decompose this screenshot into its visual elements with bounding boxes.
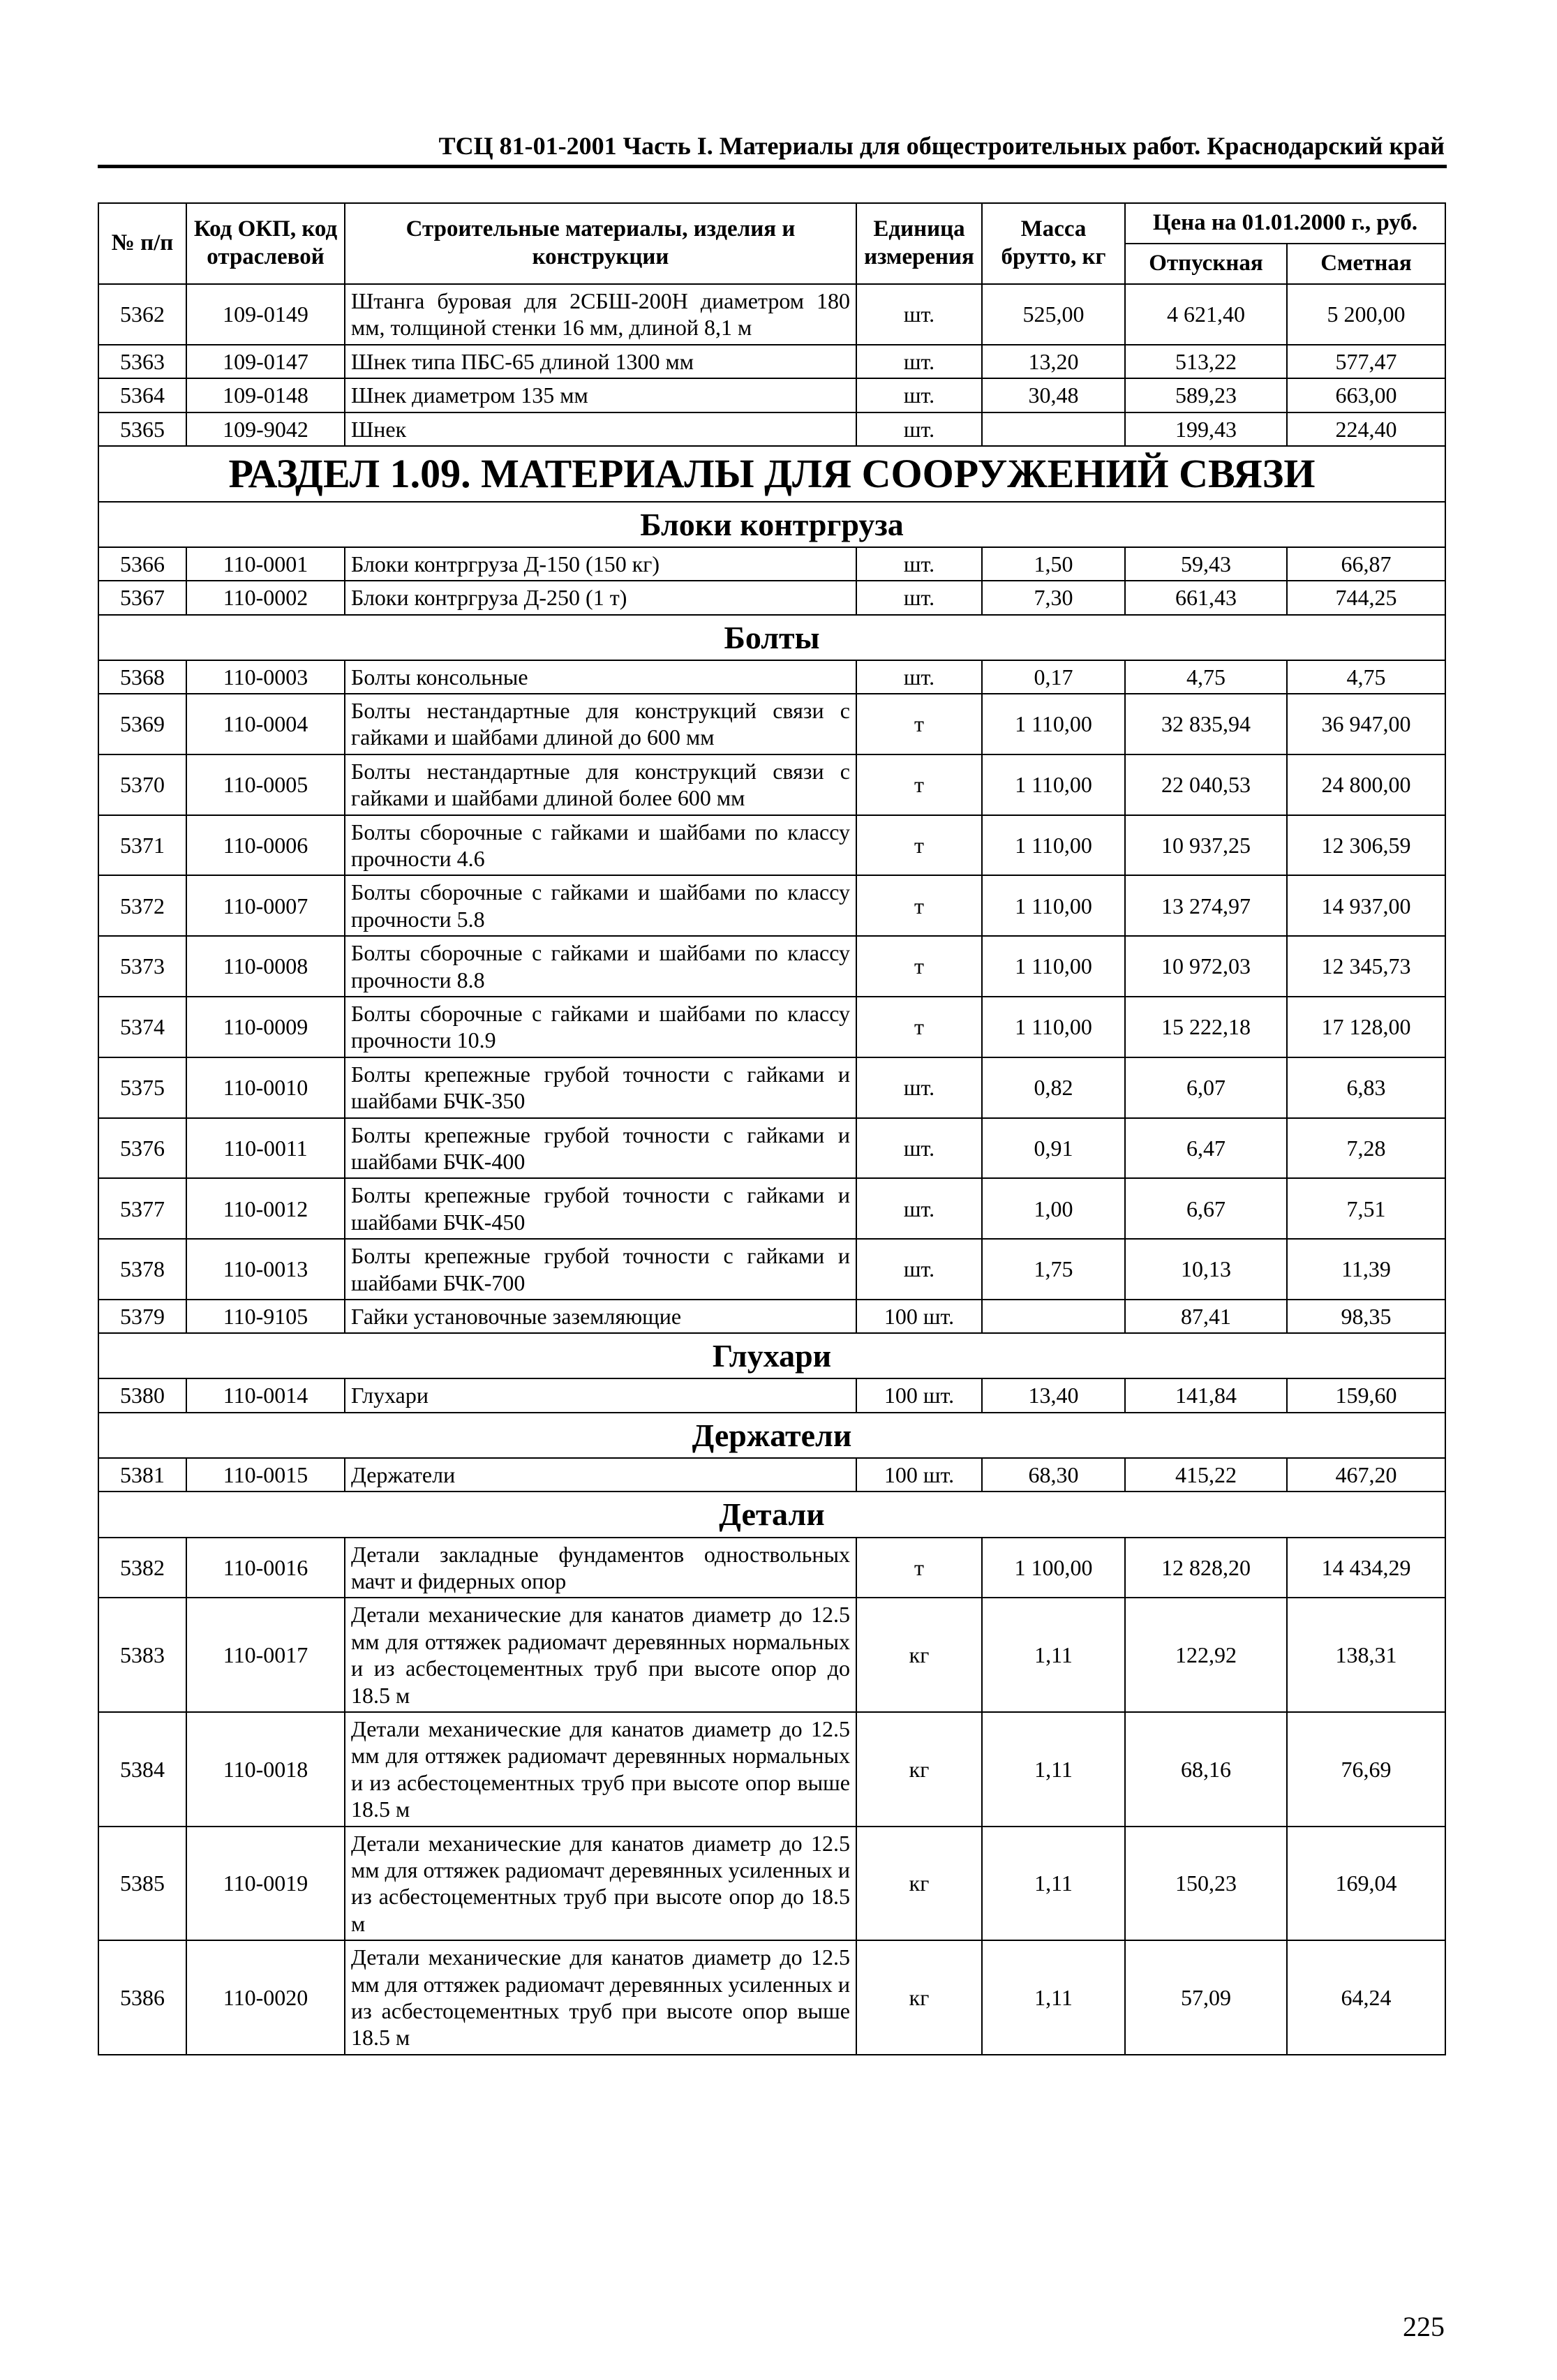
gross-mass-cell: 1 100,00 — [982, 1538, 1125, 1598]
table-row — [98, 694, 1445, 754]
unit-of-measure-cell: шт. — [856, 581, 982, 614]
gross-mass-cell: 1,11 — [982, 1940, 1125, 2055]
row-number-cell: 5369 — [98, 694, 186, 754]
release-price-cell: 68,16 — [1125, 1712, 1287, 1827]
material-name-cell: Болты консольные — [345, 660, 856, 694]
release-price-cell: 6,07 — [1125, 1057, 1287, 1118]
release-price-cell: 12 828,20 — [1125, 1538, 1287, 1598]
table-row — [98, 1827, 1445, 1941]
okp-code-cell: 110-0009 — [186, 997, 345, 1057]
row-number-cell: 5376 — [98, 1118, 186, 1179]
row-number-cell: 5368 — [98, 660, 186, 694]
col-header-num: № п/п — [98, 203, 186, 284]
estimate-price-cell: 12 345,73 — [1287, 936, 1445, 997]
okp-code-cell: 110-0016 — [186, 1538, 345, 1598]
table-row — [98, 815, 1445, 876]
table-row — [98, 997, 1445, 1057]
material-name-cell: Болты сборочные с гайками и шайбами по классу прочности 8.8 — [345, 936, 856, 997]
okp-code-cell: 110-0004 — [186, 694, 345, 754]
col-header-unit: Единица измерения — [856, 203, 982, 284]
release-price-cell: 10,13 — [1125, 1239, 1287, 1300]
gross-mass-cell: 1,50 — [982, 547, 1125, 581]
unit-of-measure-cell: т — [856, 997, 982, 1057]
okp-code-cell: 110-0020 — [186, 1940, 345, 2055]
row-number-cell: 5378 — [98, 1239, 186, 1300]
row-number-cell: 5373 — [98, 936, 186, 997]
unit-of-measure-cell: т — [856, 875, 982, 936]
release-price-cell: 415,22 — [1125, 1458, 1287, 1492]
unit-of-measure-cell: т — [856, 754, 982, 815]
table-row — [98, 1598, 1445, 1712]
release-price-cell: 141,84 — [1125, 1378, 1287, 1412]
estimate-price-cell: 138,31 — [1287, 1598, 1445, 1712]
material-name-cell: Блоки контргруза Д-250 (1 т) — [345, 581, 856, 614]
estimate-price-cell: 4,75 — [1287, 660, 1445, 694]
unit-of-measure-cell: кг — [856, 1827, 982, 1941]
row-number-cell: 5381 — [98, 1458, 186, 1492]
release-price-cell: 15 222,18 — [1125, 997, 1287, 1057]
okp-code-cell: 110-0011 — [186, 1118, 345, 1179]
estimate-price-cell: 11,39 — [1287, 1239, 1445, 1300]
release-price-cell: 6,47 — [1125, 1118, 1287, 1179]
release-price-cell: 59,43 — [1125, 547, 1287, 581]
gross-mass-cell: 1 110,00 — [982, 815, 1125, 876]
okp-code-cell: 109-0147 — [186, 345, 345, 378]
estimate-price-cell: 663,00 — [1287, 378, 1445, 412]
material-name-cell: Болты сборочные с гайками и шайбами по классу прочности 10.9 — [345, 997, 856, 1057]
row-number-cell: 5377 — [98, 1178, 186, 1239]
table-row — [98, 1118, 1445, 1179]
estimate-price-cell: 744,25 — [1287, 581, 1445, 614]
group-title: Болты — [98, 615, 1445, 660]
okp-code-cell: 110-0007 — [186, 875, 345, 936]
release-price-cell: 10 972,03 — [1125, 936, 1287, 997]
gross-mass-cell: 1 110,00 — [982, 936, 1125, 997]
okp-code-cell: 110-0003 — [186, 660, 345, 694]
material-name-cell: Держатели — [345, 1458, 856, 1492]
row-number-cell: 5383 — [98, 1598, 186, 1712]
unit-of-measure-cell: т — [856, 815, 982, 876]
material-name-cell: Детали механические для канатов диаметр до 12.5 мм для оттяжек радиомачт деревянных усиленных и из асбестоцементных труб при высоте опор до 18.5 м — [345, 1827, 856, 1941]
material-name-cell: Шнек — [345, 412, 856, 446]
group-heading-row — [98, 615, 1445, 660]
table-row — [98, 1057, 1445, 1118]
okp-code-cell: 110-0006 — [186, 815, 345, 876]
unit-of-measure-cell: шт. — [856, 284, 982, 345]
gross-mass-cell: 7,30 — [982, 581, 1125, 614]
section-title: РАЗДЕЛ 1.09. МАТЕРИАЛЫ ДЛЯ СООРУЖЕНИЙ СВЯЗИ — [98, 446, 1445, 502]
okp-code-cell: 110-0013 — [186, 1239, 345, 1300]
gross-mass-cell: 1,11 — [982, 1598, 1125, 1712]
table-row — [98, 875, 1445, 936]
estimate-price-cell: 14 937,00 — [1287, 875, 1445, 936]
release-price-cell: 10 937,25 — [1125, 815, 1287, 876]
col-header-price-group: Цена на 01.01.2000 г., руб. — [1125, 203, 1445, 244]
section-heading-row — [98, 446, 1445, 502]
row-number-cell: 5384 — [98, 1712, 186, 1827]
group-heading-row — [98, 1333, 1445, 1378]
release-price-cell: 32 835,94 — [1125, 694, 1287, 754]
group-title: Держатели — [98, 1413, 1445, 1458]
estimate-price-cell: 6,83 — [1287, 1057, 1445, 1118]
unit-of-measure-cell: шт. — [856, 547, 982, 581]
unit-of-measure-cell: шт. — [856, 1239, 982, 1300]
group-title: Детали — [98, 1492, 1445, 1537]
table-row — [98, 754, 1445, 815]
row-number-cell: 5370 — [98, 754, 186, 815]
estimate-price-cell: 36 947,00 — [1287, 694, 1445, 754]
material-name-cell: Болты сборочные с гайками и шайбами по классу прочности 5.8 — [345, 875, 856, 936]
estimate-price-cell: 24 800,00 — [1287, 754, 1445, 815]
table-row — [98, 1239, 1445, 1300]
release-price-cell: 13 274,97 — [1125, 875, 1287, 936]
gross-mass-cell: 1,75 — [982, 1239, 1125, 1300]
price-table — [98, 202, 1446, 2055]
col-header-price-release: Отпускная — [1125, 244, 1287, 284]
release-price-cell: 4 621,40 — [1125, 284, 1287, 345]
row-number-cell: 5385 — [98, 1827, 186, 1941]
gross-mass-cell: 13,20 — [982, 345, 1125, 378]
row-number-cell: 5371 — [98, 815, 186, 876]
table-row — [98, 581, 1445, 614]
unit-of-measure-cell: шт. — [856, 1178, 982, 1239]
row-number-cell: 5380 — [98, 1378, 186, 1412]
group-heading-row — [98, 1413, 1445, 1458]
unit-of-measure-cell: шт. — [856, 1118, 982, 1179]
table-body — [98, 284, 1445, 2055]
unit-of-measure-cell: т — [856, 694, 982, 754]
header-rule — [98, 165, 1447, 168]
material-name-cell: Болты крепежные грубой точности с гайками и шайбами БЧК-350 — [345, 1057, 856, 1118]
material-name-cell: Шнек диаметром 135 мм — [345, 378, 856, 412]
estimate-price-cell: 76,69 — [1287, 1712, 1445, 1827]
gross-mass-cell: 0,82 — [982, 1057, 1125, 1118]
col-header-code: Код ОКП, код отраслевой — [186, 203, 345, 284]
material-name-cell: Блоки контргруза Д-150 (150 кг) — [345, 547, 856, 581]
release-price-cell: 150,23 — [1125, 1827, 1287, 1941]
group-title: Глухари — [98, 1333, 1445, 1378]
gross-mass-cell — [982, 412, 1125, 446]
okp-code-cell: 110-9105 — [186, 1300, 345, 1333]
gross-mass-cell: 1,00 — [982, 1178, 1125, 1239]
material-name-cell: Болты нестандартные для конструкций связи с гайками и шайбами длиной до 600 мм — [345, 694, 856, 754]
row-number-cell: 5375 — [98, 1057, 186, 1118]
table-row — [98, 660, 1445, 694]
okp-code-cell: 110-0018 — [186, 1712, 345, 1827]
table-row — [98, 284, 1445, 345]
table-row — [98, 936, 1445, 997]
unit-of-measure-cell: шт. — [856, 412, 982, 446]
gross-mass-cell: 30,48 — [982, 378, 1125, 412]
material-name-cell: Болты крепежные грубой точности с гайками и шайбами БЧК-700 — [345, 1239, 856, 1300]
gross-mass-cell: 525,00 — [982, 284, 1125, 345]
release-price-cell: 57,09 — [1125, 1940, 1287, 2055]
estimate-price-cell: 577,47 — [1287, 345, 1445, 378]
col-header-mass: Масса брутто, кг — [982, 203, 1125, 284]
material-name-cell: Гайки установочные заземляющие — [345, 1300, 856, 1333]
table-row — [98, 1940, 1445, 2055]
material-name-cell: Болты крепежные грубой точности с гайками и шайбами БЧК-400 — [345, 1118, 856, 1179]
unit-of-measure-cell: кг — [856, 1712, 982, 1827]
table-row — [98, 412, 1445, 446]
row-number-cell: 5372 — [98, 875, 186, 936]
material-name-cell: Детали механические для канатов диаметр до 12.5 мм для оттяжек радиомачт деревянных усиленных и из асбестоцементных труб при высоте опор выше 18.5 м — [345, 1940, 856, 2055]
row-number-cell: 5365 — [98, 412, 186, 446]
group-heading-row — [98, 502, 1445, 547]
release-price-cell: 589,23 — [1125, 378, 1287, 412]
material-name-cell: Болты сборочные с гайками и шайбами по классу прочности 4.6 — [345, 815, 856, 876]
gross-mass-cell: 1 110,00 — [982, 997, 1125, 1057]
unit-of-measure-cell: т — [856, 936, 982, 997]
col-header-name: Строительные материалы, изделия и конструкции — [345, 203, 856, 284]
release-price-cell: 87,41 — [1125, 1300, 1287, 1333]
release-price-cell: 122,92 — [1125, 1598, 1287, 1712]
unit-of-measure-cell: т — [856, 1538, 982, 1598]
okp-code-cell: 109-0149 — [186, 284, 345, 345]
unit-of-measure-cell: шт. — [856, 345, 982, 378]
table-row — [98, 1712, 1445, 1827]
okp-code-cell: 110-0001 — [186, 547, 345, 581]
gross-mass-cell: 13,40 — [982, 1378, 1125, 1412]
gross-mass-cell: 0,17 — [982, 660, 1125, 694]
release-price-cell: 513,22 — [1125, 345, 1287, 378]
material-name-cell: Шнек типа ПБС-65 длиной 1300 мм — [345, 345, 856, 378]
estimate-price-cell: 14 434,29 — [1287, 1538, 1445, 1598]
material-name-cell: Штанга буровая для 2СБШ-200Н диаметром 180 мм, толщиной стенки 16 мм, длиной 8,1 м — [345, 284, 856, 345]
table-row — [98, 1378, 1445, 1412]
unit-of-measure-cell: 100 шт. — [856, 1458, 982, 1492]
unit-of-measure-cell: кг — [856, 1598, 982, 1712]
gross-mass-cell — [982, 1300, 1125, 1333]
gross-mass-cell: 1 110,00 — [982, 875, 1125, 936]
okp-code-cell: 110-0017 — [186, 1598, 345, 1712]
material-name-cell: Болты крепежные грубой точности с гайками и шайбами БЧК-450 — [345, 1178, 856, 1239]
row-number-cell: 5362 — [98, 284, 186, 345]
gross-mass-cell: 68,30 — [982, 1458, 1125, 1492]
row-number-cell: 5364 — [98, 378, 186, 412]
okp-code-cell: 110-0019 — [186, 1827, 345, 1941]
estimate-price-cell: 17 128,00 — [1287, 997, 1445, 1057]
estimate-price-cell: 159,60 — [1287, 1378, 1445, 1412]
table-row — [98, 345, 1445, 378]
estimate-price-cell: 98,35 — [1287, 1300, 1445, 1333]
material-name-cell: Глухари — [345, 1378, 856, 1412]
estimate-price-cell: 224,40 — [1287, 412, 1445, 446]
okp-code-cell: 110-0002 — [186, 581, 345, 614]
col-header-price-estimate: Сметная — [1287, 244, 1445, 284]
running-header: ТСЦ 81-01-2001 Часть I. Материалы для общестроительных работ. Краснодарский край — [438, 132, 1445, 160]
unit-of-measure-cell: шт. — [856, 1057, 982, 1118]
release-price-cell: 4,75 — [1125, 660, 1287, 694]
row-number-cell: 5386 — [98, 1940, 186, 2055]
release-price-cell: 199,43 — [1125, 412, 1287, 446]
table-row — [98, 1458, 1445, 1492]
row-number-cell: 5366 — [98, 547, 186, 581]
row-number-cell: 5367 — [98, 581, 186, 614]
page-number: 225 — [1403, 2311, 1445, 2342]
okp-code-cell: 110-0005 — [186, 754, 345, 815]
table-row — [98, 547, 1445, 581]
estimate-price-cell: 64,24 — [1287, 1940, 1445, 2055]
release-price-cell: 22 040,53 — [1125, 754, 1287, 815]
material-name-cell: Детали закладные фундаментов одноствольных мачт и фидерных опор — [345, 1538, 856, 1598]
estimate-price-cell: 467,20 — [1287, 1458, 1445, 1492]
unit-of-measure-cell: шт. — [856, 378, 982, 412]
gross-mass-cell: 1,11 — [982, 1827, 1125, 1941]
okp-code-cell: 110-0008 — [186, 936, 345, 997]
material-name-cell: Детали механические для канатов диаметр до 12.5 мм для оттяжек радиомачт деревянных нормальных и из асбестоцементных труб при высоте опор до 18.5 м — [345, 1598, 856, 1712]
unit-of-measure-cell: 100 шт. — [856, 1300, 982, 1333]
release-price-cell: 6,67 — [1125, 1178, 1287, 1239]
estimate-price-cell: 12 306,59 — [1287, 815, 1445, 876]
gross-mass-cell: 1,11 — [982, 1712, 1125, 1827]
estimate-price-cell: 7,28 — [1287, 1118, 1445, 1179]
estimate-price-cell: 7,51 — [1287, 1178, 1445, 1239]
row-number-cell: 5382 — [98, 1538, 186, 1598]
table-row — [98, 1538, 1445, 1598]
table-row — [98, 378, 1445, 412]
unit-of-measure-cell: кг — [856, 1940, 982, 2055]
group-heading-row — [98, 1492, 1445, 1537]
okp-code-cell: 110-0012 — [186, 1178, 345, 1239]
okp-code-cell: 109-0148 — [186, 378, 345, 412]
table-row — [98, 1178, 1445, 1239]
unit-of-measure-cell: шт. — [856, 660, 982, 694]
gross-mass-cell: 1 110,00 — [982, 754, 1125, 815]
row-number-cell: 5379 — [98, 1300, 186, 1333]
group-title: Блоки контргруза — [98, 502, 1445, 547]
unit-of-measure-cell: 100 шт. — [856, 1378, 982, 1412]
row-number-cell: 5363 — [98, 345, 186, 378]
table-row — [98, 1300, 1445, 1333]
okp-code-cell: 109-9042 — [186, 412, 345, 446]
material-name-cell: Детали механические для канатов диаметр до 12.5 мм для оттяжек радиомачт деревянных нормальных и из асбестоцементных труб при высоте опор выше 18.5 м — [345, 1712, 856, 1827]
estimate-price-cell: 66,87 — [1287, 547, 1445, 581]
material-name-cell: Болты нестандартные для конструкций связи с гайками и шайбами длиной более 600 мм — [345, 754, 856, 815]
release-price-cell: 661,43 — [1125, 581, 1287, 614]
gross-mass-cell: 1 110,00 — [982, 694, 1125, 754]
gross-mass-cell: 0,91 — [982, 1118, 1125, 1179]
estimate-price-cell: 5 200,00 — [1287, 284, 1445, 345]
estimate-price-cell: 169,04 — [1287, 1827, 1445, 1941]
okp-code-cell: 110-0014 — [186, 1378, 345, 1412]
okp-code-cell: 110-0015 — [186, 1458, 345, 1492]
row-number-cell: 5374 — [98, 997, 186, 1057]
okp-code-cell: 110-0010 — [186, 1057, 345, 1118]
